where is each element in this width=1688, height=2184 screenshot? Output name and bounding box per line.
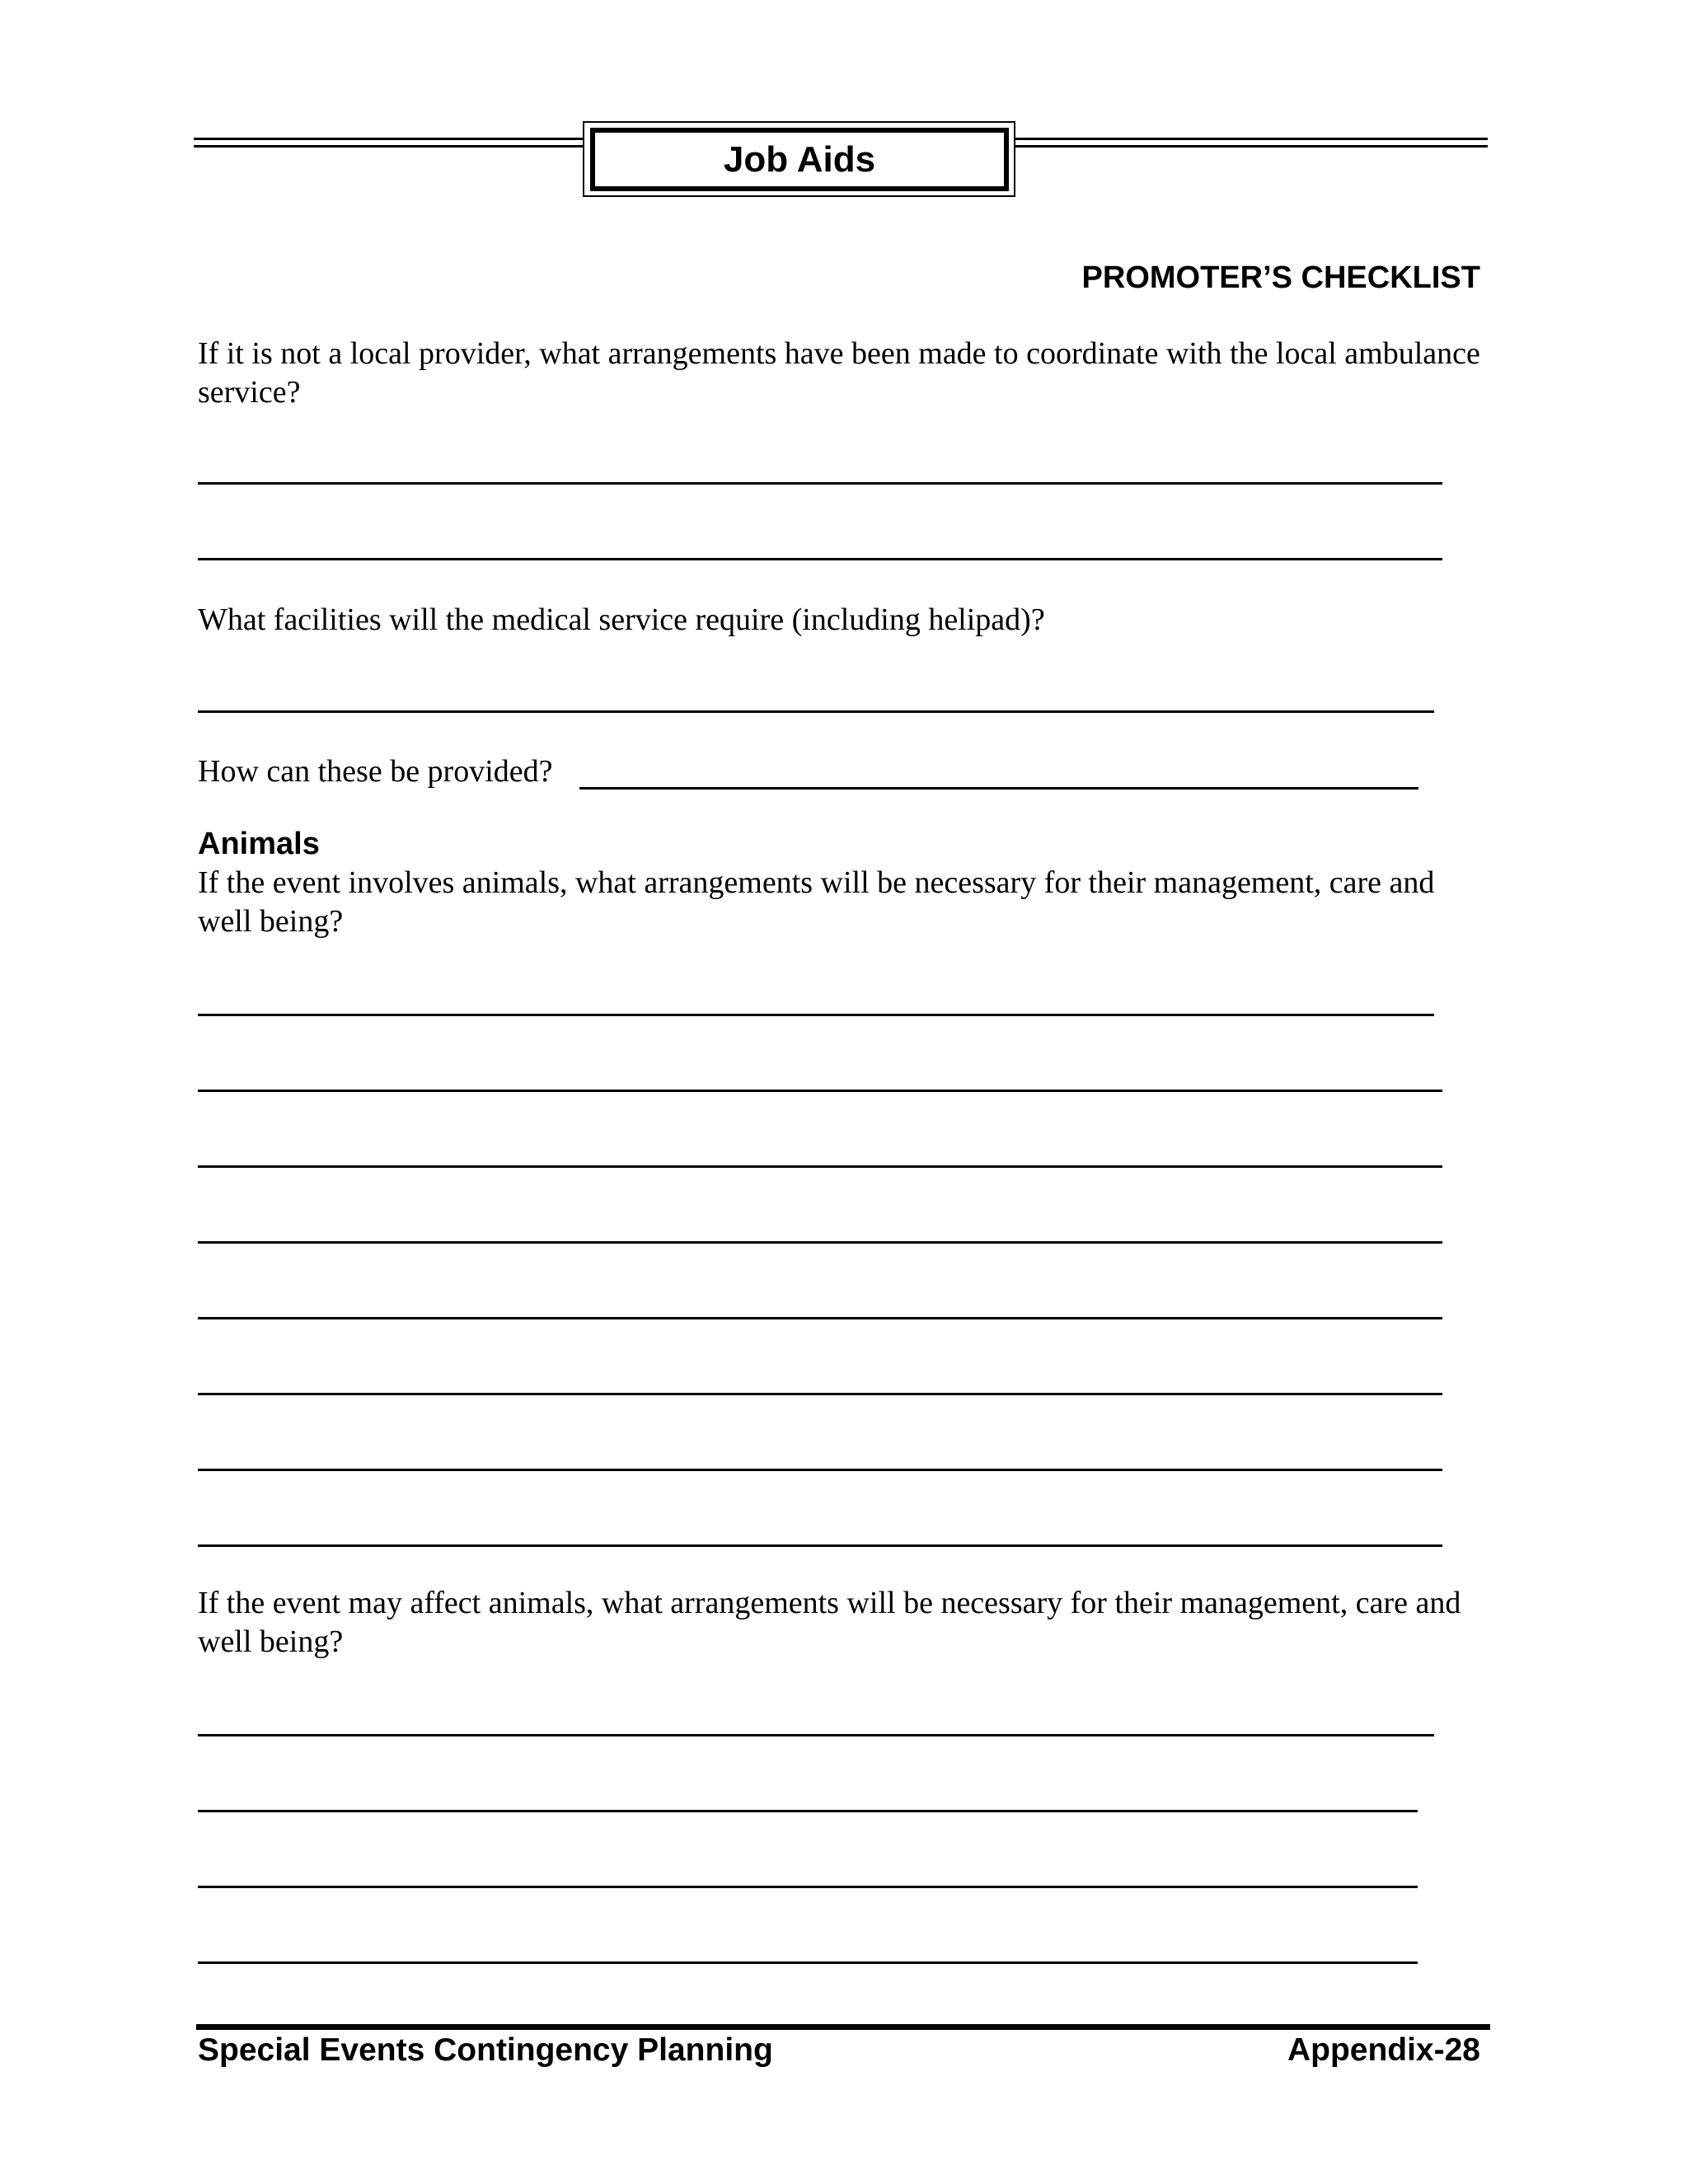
answer-line[interactable]: [198, 1734, 1434, 1736]
answer-line[interactable]: [198, 710, 1434, 713]
answer-line[interactable]: [198, 558, 1442, 560]
answer-line[interactable]: [198, 1810, 1418, 1812]
question-local-provider: If it is not a local provider, what arrangements have been made to coordinate with the local ambulance service?: [198, 336, 1480, 410]
answer-line[interactable]: [198, 1886, 1418, 1888]
header-rule-left-bottom: [194, 145, 584, 148]
answer-line[interactable]: [198, 1165, 1442, 1168]
header-rule-right-bottom: [1015, 145, 1488, 148]
question-facilities: What facilities will the medical service require (including helipad)?: [198, 602, 1045, 637]
header-rule-left-top: [194, 138, 584, 140]
answer-line[interactable]: [198, 1469, 1442, 1471]
answer-line[interactable]: [198, 1014, 1434, 1016]
answer-line[interactable]: [198, 1544, 1442, 1547]
footer-document-title: Special Events Contingency Planning: [198, 2032, 773, 2068]
header-rule-right-top: [1015, 138, 1488, 140]
checklist-title: PROMOTER’S CHECKLIST: [1081, 260, 1480, 295]
question-animals-involves: If the event involves animals, what arrangements will be necessary for their management, care and well being?: [198, 865, 1435, 939]
footer-page-number: Appendix-28: [1287, 2032, 1480, 2068]
header-banner-title: Job Aids: [590, 128, 1009, 191]
footer-rule: [196, 2024, 1490, 2030]
question-provided: How can these be provided?: [198, 754, 553, 789]
answer-line[interactable]: [198, 1317, 1442, 1319]
answer-line[interactable]: [198, 1961, 1418, 1964]
answer-line[interactable]: [198, 1090, 1442, 1092]
answer-line[interactable]: [198, 482, 1442, 485]
section-title-animals: Animals: [198, 827, 320, 861]
answer-line[interactable]: [198, 1393, 1442, 1395]
answer-line[interactable]: [198, 1241, 1442, 1244]
question-animals-affect: If the event may affect animals, what arrangements will be necessary for their management, care and well being?: [198, 1586, 1461, 1659]
answer-line[interactable]: [579, 787, 1418, 790]
